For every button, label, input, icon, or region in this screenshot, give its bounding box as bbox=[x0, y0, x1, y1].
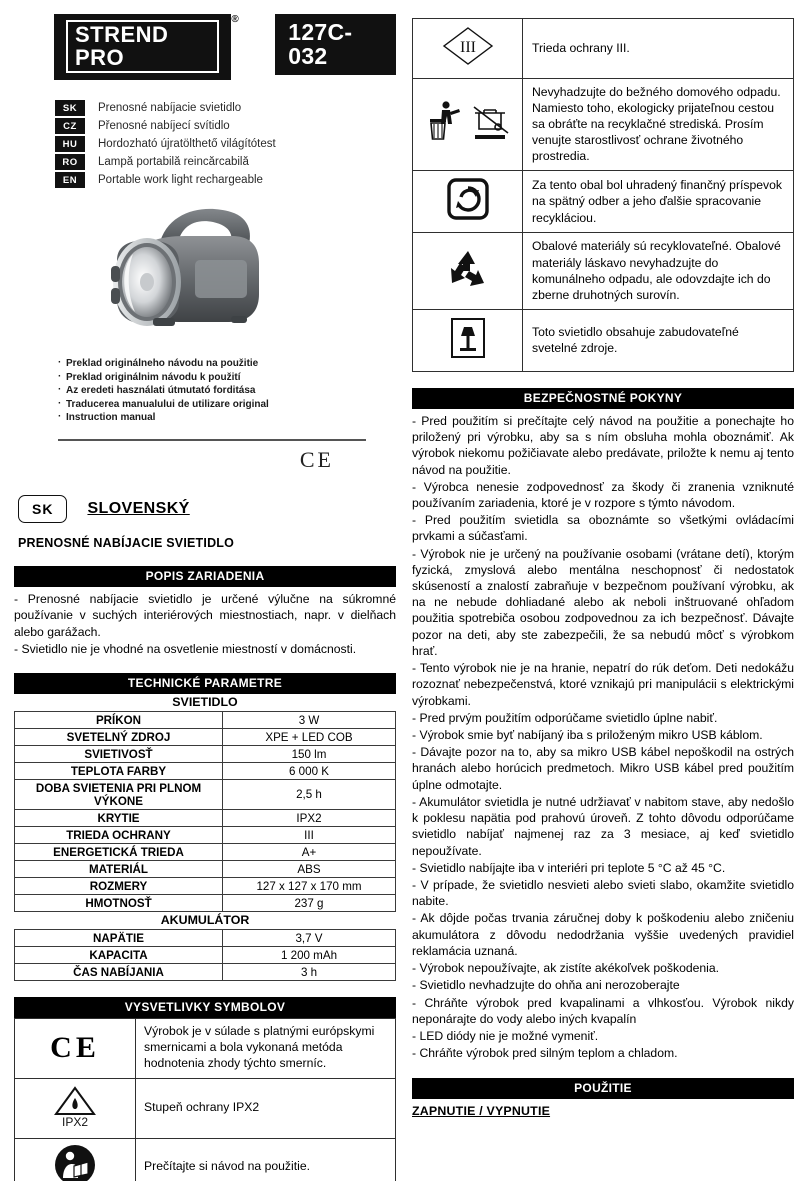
list-item: · Instruction manual bbox=[58, 412, 396, 423]
symbols-legend-section bbox=[14, 997, 396, 1181]
param-value: A+ bbox=[223, 844, 396, 861]
language-product-name: Portable work light rechargeable bbox=[98, 174, 263, 187]
param-name: SVIETIVOSŤ bbox=[15, 746, 223, 763]
language-product-name: Prenosné nabíjacie svietidlo bbox=[98, 102, 242, 115]
divider bbox=[58, 439, 366, 441]
list-item bbox=[55, 154, 396, 170]
param-name: DOBA SVIETENIA PRI PLNOM VÝKONE bbox=[15, 780, 223, 810]
paragraph: - Výrobok smie byť nabíjaný iba s priloženým mikro USB káblom. bbox=[412, 728, 763, 742]
technical-table-battery bbox=[14, 929, 396, 981]
table-row bbox=[15, 844, 396, 861]
table-row bbox=[15, 780, 396, 810]
param-value: XPE + LED COB bbox=[223, 729, 396, 746]
language-code: EN bbox=[55, 172, 85, 188]
product-photo bbox=[14, 202, 396, 352]
table-group-light: SVIETIDLO bbox=[172, 695, 238, 710]
paragraph: - Dávajte pozor na to, aby sa mikro USB kábel nepoškodil na ostrých hranách alebo horúcich predmetoch. Mikro USB kábel pred použitím úplne odmotajte. bbox=[412, 745, 794, 792]
paragraph: - Svietidlo nevhadzujte do ohňa ani nerozoberajte bbox=[412, 978, 680, 993]
paragraph: - Tento výrobok nie je na hranie, nepatrí do rúk deťom. Deti nedokážu rozoznať nebezpečenstvá, ktoré vznikajú pri manipulácii s elektrickými výrobkami. bbox=[412, 661, 794, 708]
safety-instructions-section bbox=[412, 388, 794, 1062]
paragraph: - Prenosné nabíjacie svietidlo je určené výlučne na súkromné používanie v suchých interiérových miestnostiach, napr. v dielňach alebo garážach. bbox=[14, 592, 396, 639]
recycle-mobius-icon bbox=[445, 247, 491, 291]
symbol-description: Toto svietidlo obsahuje zabudovateľné svetelné zdroje. bbox=[523, 309, 794, 371]
symbol-description: Obalové materiály sú recyklovateľné. Obalové materiály láskavo nevyhadzujte do komunálneho odpadu, ale odovzdajte ich do zberne druhotných surovín. bbox=[523, 233, 794, 309]
paragraph: - Chráňte výrobok pred silným teplom a chladom. bbox=[412, 1046, 678, 1061]
param-name: KAPACITA bbox=[15, 947, 223, 964]
table-row bbox=[15, 861, 396, 878]
param-name: HMOTNOSŤ bbox=[15, 895, 223, 912]
icon-cell bbox=[15, 1019, 136, 1079]
technical-table-light bbox=[14, 711, 396, 912]
param-name: SVETELNÝ ZDROJ bbox=[15, 729, 223, 746]
param-value: 237 g bbox=[223, 895, 396, 912]
language-code: SK bbox=[55, 100, 85, 116]
list-item bbox=[55, 118, 396, 134]
param-name: ROZMERY bbox=[15, 878, 223, 895]
section-heading-safety: BEZPEČNOSTNÉ POKYNY bbox=[412, 388, 794, 409]
list-item bbox=[55, 172, 396, 188]
list-item: · Az eredeti használati útmutató forditása bbox=[58, 385, 396, 396]
translation-notes-list bbox=[14, 358, 396, 423]
icon-cell bbox=[413, 171, 523, 233]
built-in-lamp-icon bbox=[448, 316, 488, 360]
technical-parameters-section bbox=[14, 673, 396, 981]
model-number-badge: 127C-032 bbox=[275, 14, 396, 75]
paragraph: - Akumulátor svietidla je nutné udržiavať v nabitom stave, aby nedošlo k poklesu napätia pod prahovú úroveň. Z tohto dôvodu odporúčame svietidlo nabíjať najmenej raz za 3 mesiace, aj keď svietidlo nepoužívate. bbox=[412, 794, 794, 858]
symbol-description: Prečítajte si návod na použitie. bbox=[136, 1138, 396, 1181]
param-name: TRIEDA OCHRANY bbox=[15, 827, 223, 844]
green-dot-icon bbox=[446, 177, 490, 221]
param-value: 150 lm bbox=[223, 746, 396, 763]
paragraph: - Pred použitím si prečítajte celý návod na použitie a ponechajte ho priložený pri výrobku, aby sa s ním obsluha mohla oboznámiť. Ak výrobok niekomu požičiavate alebo predávate, priložte k nemu aj tento návod na použitie. bbox=[412, 413, 794, 477]
param-value: 2,5 h bbox=[223, 780, 396, 810]
ce-mark-row bbox=[14, 447, 396, 477]
symbols-legend-table bbox=[14, 1018, 396, 1181]
param-value: IPX2 bbox=[223, 810, 396, 827]
paragraph: - LED diódy nie je možné vymeniť. bbox=[412, 1028, 599, 1043]
list-item: · Preklad originálnim návodu k použití bbox=[58, 372, 396, 383]
table-row bbox=[413, 79, 794, 171]
param-name: KRYTIE bbox=[15, 810, 223, 827]
section-heading-symbols: VYSVETLIVKY SYMBOLOV bbox=[14, 997, 396, 1018]
logo-text: STREND PRO bbox=[66, 20, 219, 73]
table-row bbox=[15, 947, 396, 964]
param-value: ABS bbox=[223, 861, 396, 878]
table-row bbox=[15, 712, 396, 729]
weee-bin-icon bbox=[422, 99, 514, 145]
paragraph: - Pred použitím svietidla sa oboznámte so všetkými ovládacími prvkami a súčasťami. bbox=[412, 513, 794, 544]
list-item bbox=[55, 100, 396, 116]
table-row bbox=[15, 1019, 396, 1079]
language-section-header bbox=[14, 495, 396, 523]
registered-mark-icon: ® bbox=[231, 14, 240, 25]
language-badge-sk: SK bbox=[18, 495, 67, 523]
icon-cell bbox=[15, 1138, 136, 1181]
symbol-description: Výrobok je v súlade s platnými európskymi smernicami a bola vykonaná metóda hodnotenia zhody týchto smerníc. bbox=[136, 1019, 396, 1079]
icon-cell bbox=[413, 309, 523, 371]
symbol-description: Trieda ochrany III. bbox=[523, 19, 794, 79]
param-value: III bbox=[223, 827, 396, 844]
table-row bbox=[15, 810, 396, 827]
icon-cell bbox=[15, 1078, 136, 1138]
symbol-description: Stupeň ochrany IPX2 bbox=[136, 1078, 396, 1138]
read-manual-icon bbox=[54, 1144, 96, 1181]
ce-mark-icon: CE bbox=[50, 1031, 100, 1065]
table-row bbox=[15, 729, 396, 746]
param-value: 3 W bbox=[223, 712, 396, 729]
section-heading-usage: POUŽITIE bbox=[412, 1078, 794, 1099]
spotlight-illustration-icon bbox=[55, 202, 355, 352]
language-code: HU bbox=[55, 136, 85, 152]
paragraph: - Ak dôjde počas trvania záručnej doby k poškodeniu alebo zničeniu akumulátora z dôvodu nedodržania vyššie uvedených pravidiel reklamácia uznaná. bbox=[412, 911, 794, 958]
ce-mark-icon: CE bbox=[299, 447, 334, 473]
icon-cell bbox=[413, 19, 523, 79]
safety-body bbox=[412, 413, 794, 1062]
table-row bbox=[15, 878, 396, 895]
symbol-description: Za tento obal bol uhradený finančný príspevok na spätný odber a jeho ďalšie spracovanie recykláciou. bbox=[523, 171, 794, 233]
param-name: ČAS NABÍJANIA bbox=[15, 964, 223, 981]
strend-pro-logo bbox=[54, 14, 240, 80]
paragraph: - Chráňte výrobok pred kvapalinami a vlhkosťou. Výrobok nikdy neponárajte do vody alebo iných kvapalín bbox=[412, 995, 794, 1026]
brand-header bbox=[14, 14, 396, 80]
paragraph: - Výrobok nie je určený na používanie osobami (vrátane detí), ktorým fyzická, zmyslová alebo mentálna neschopnosť či nedostatok skúseností a znalostí zabraňuje v bezpečnom používaní výrobku, ak na ne nebude dohliadané alebo ak neboli inštruované ohľadom použitia spotrebiča osobou zodpovednou za ich bezpečnosť. Dávajte pozor na deti, aby ste zabezpečili, že sa nebudú môcť s výrobkom hrať. bbox=[412, 546, 794, 658]
table-row bbox=[413, 309, 794, 371]
list-item: · Preklad originálneho návodu na použitie bbox=[58, 358, 396, 369]
table-row bbox=[15, 964, 396, 981]
symbol-description: Nevyhadzujte do bežného domového odpadu. Namiesto toho, ekologicky prijateľnou cestou sa obráťte na recyklačné strediská. Prosím venujte starostlivosť ochrane životného prostredia. bbox=[523, 79, 794, 171]
table-row bbox=[15, 746, 396, 763]
table-row bbox=[15, 763, 396, 780]
language-product-name: Lampă portabilă reincărcabilă bbox=[98, 156, 249, 169]
param-value: 6 000 K bbox=[223, 763, 396, 780]
param-value: 3 h bbox=[223, 964, 396, 981]
language-product-name: Přenosné nabíjecí svítidlo bbox=[98, 120, 230, 133]
table-row bbox=[15, 895, 396, 912]
regulatory-symbols-table bbox=[412, 18, 794, 372]
table-group-battery: AKUMULÁTOR bbox=[160, 913, 250, 928]
param-name: TEPLOTA FARBY bbox=[15, 763, 223, 780]
svg-text:III: III bbox=[459, 39, 476, 56]
ipx2-warning-icon bbox=[50, 1084, 100, 1128]
language-code: CZ bbox=[55, 118, 85, 134]
paragraph: - Svietidlo nabíjajte iba v interiéri pri teplote 5 °C až 45 °C. bbox=[412, 860, 726, 875]
language-code: RO bbox=[55, 154, 85, 170]
right-column bbox=[412, 18, 794, 1118]
svg-text:IPX2: IPX2 bbox=[61, 1114, 89, 1129]
paragraph: - Výrobok nepoužívajte, ak zistíte akékoľvek poškodenia. bbox=[412, 961, 720, 976]
language-product-name: Hordozható újratölthető világítótest bbox=[98, 138, 276, 151]
param-value: 127 x 127 x 170 mm bbox=[223, 878, 396, 895]
list-item: · Traducerea manualului de utilizare original bbox=[58, 399, 396, 410]
param-name: NAPÄTIE bbox=[15, 930, 223, 947]
usage-section bbox=[412, 1078, 794, 1118]
class-three-diamond-icon bbox=[440, 25, 496, 67]
usage-subheading: ZAPNUTIE / VYPNUTIE bbox=[412, 1104, 551, 1119]
paragraph: - Svietidlo nie je vhodné na osvetlenie miestností v domácnosti. bbox=[14, 641, 357, 656]
product-subtitle: PRENOSNÉ NABÍJACIE SVIETIDLO bbox=[18, 536, 235, 551]
paragraph: - Výrobca nenesie zodpovednosť za škody či zranenia vzniknuté používaním zariadenia, ktoré je v rozpore s týmto návodom. bbox=[412, 479, 794, 510]
section-heading-description: POPIS ZARIADENIA bbox=[14, 566, 396, 587]
section-heading-technical: TECHNICKÉ PARAMETRE bbox=[14, 673, 396, 694]
table-row bbox=[15, 1078, 396, 1138]
paragraph: - Pred prvým použitím odporúčame svietidlo úplne nabiť. bbox=[412, 710, 718, 725]
table-row bbox=[413, 233, 794, 309]
param-name: ENERGETICKÁ TRIEDA bbox=[15, 844, 223, 861]
language-list bbox=[14, 100, 396, 188]
paragraph: - V prípade, že svietidlo nesvieti alebo svieti slabo, okamžite svietidlo nabite. bbox=[412, 877, 794, 909]
table-row bbox=[15, 827, 396, 844]
description-body bbox=[14, 591, 396, 657]
icon-cell bbox=[413, 79, 523, 171]
icon-cell bbox=[413, 233, 523, 309]
param-value: 3,7 V bbox=[223, 930, 396, 947]
table-row bbox=[15, 930, 396, 947]
param-value: 1 200 mAh bbox=[223, 947, 396, 964]
param-name: MATERIÁL bbox=[15, 861, 223, 878]
table-row bbox=[413, 19, 794, 79]
table-row bbox=[15, 1138, 396, 1181]
table-row bbox=[413, 171, 794, 233]
list-item bbox=[55, 136, 396, 152]
left-column bbox=[14, 14, 396, 1181]
page-title: SLOVENSKÝ bbox=[87, 500, 190, 518]
param-name: PRÍKON bbox=[15, 712, 223, 729]
description-section bbox=[14, 566, 396, 657]
